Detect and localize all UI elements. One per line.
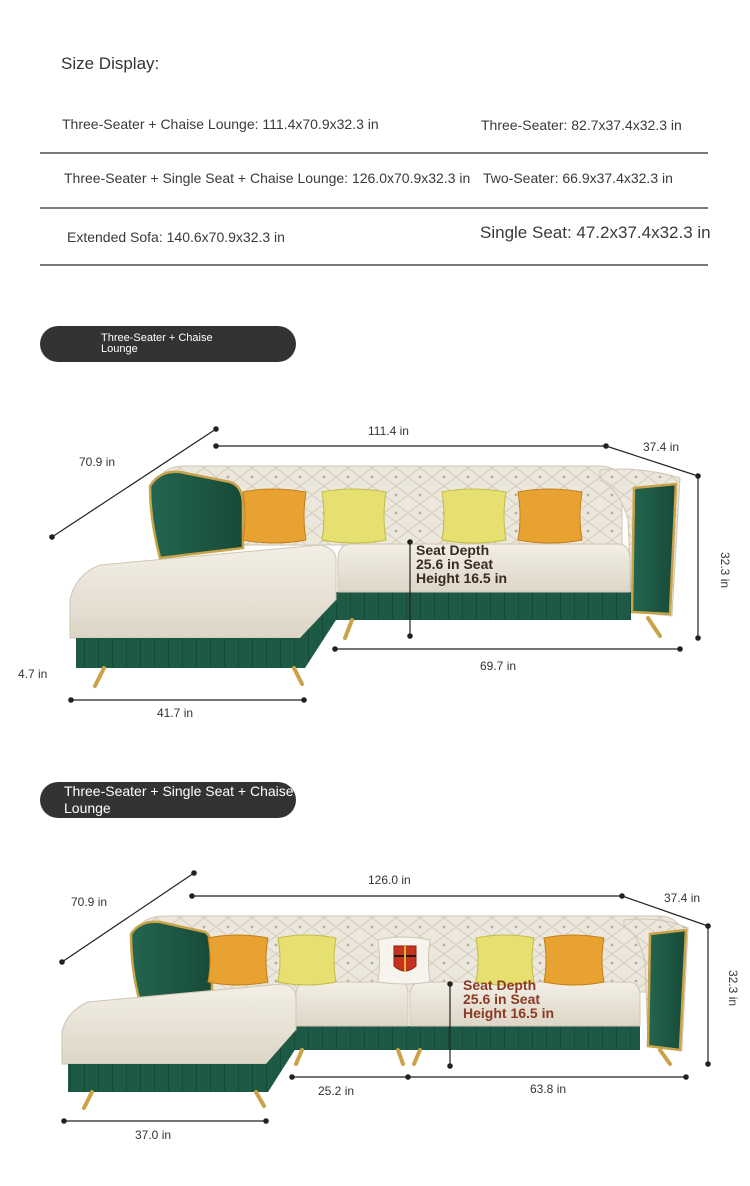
seat-note-line: Seat Depth <box>463 977 537 993</box>
dimension-leg: 4.7 in <box>18 667 48 681</box>
dimension-chaise-width: 37.0 in <box>135 1128 172 1142</box>
seat-dimensions-note <box>416 543 507 585</box>
dimension-single-width: 25.2 in <box>318 1084 355 1098</box>
spec-three-seater-single-chaise: Three-Seater + Single Seat + Chaise Lounge: 126.0x70.9x32.3 in <box>64 170 471 186</box>
seat-note-line: 25.6 in Seat <box>463 991 541 1007</box>
dimension-chaise-width: 41.7 in <box>157 706 194 720</box>
seat-note-line: Height 16.5 in <box>416 570 508 586</box>
dimension-depth: 70.9 in <box>79 455 116 469</box>
sofa-three-seater-chaise <box>70 466 680 686</box>
dimension-seat-width: 63.8 in <box>530 1082 567 1096</box>
dimension-side-depth: 37.4 in <box>664 891 701 905</box>
spec-three-seater: Three-Seater: 82.7x37.4x32.3 in <box>481 117 682 133</box>
section-label-text: Three-Seater + Chaise Lounge <box>101 332 213 355</box>
spec-two-seater: Two-Seater: 66.9x37.4x32.3 in <box>483 170 673 186</box>
spec-extended-sofa: Extended Sofa: 140.6x70.9x32.3 in <box>67 229 285 245</box>
dimension-length: 126.0 in <box>368 873 411 887</box>
size-display-title: Size Display: <box>61 54 160 73</box>
dimension-height: 32.3 in <box>726 970 740 1007</box>
dimension-length: 111.4 in <box>368 424 409 438</box>
dimension-side-depth: 37.4 in <box>643 440 680 454</box>
seat-note-line: Seat Depth <box>416 542 490 558</box>
section-label-text: Three-Seater + Single Seat + Chaise Lounge <box>64 783 294 816</box>
spec-three-seater-chaise: Three-Seater + Chaise Lounge: 111.4x70.9x32.3 in <box>62 116 379 132</box>
dimension-height: 32.3 in <box>718 552 732 589</box>
spec-single-seat: Single Seat: 47.2x37.4x32.3 in <box>480 223 711 242</box>
seat-note-line: Height 16.5 in <box>463 1005 555 1021</box>
dimension-seat-width: 69.7 in <box>480 659 517 673</box>
sofa-three-seater-single-chaise <box>62 916 688 1108</box>
seat-note-line: 25.6 in Seat <box>416 556 494 572</box>
seat-dimensions-note <box>463 978 554 1020</box>
dimension-depth: 70.9 in <box>71 895 108 909</box>
